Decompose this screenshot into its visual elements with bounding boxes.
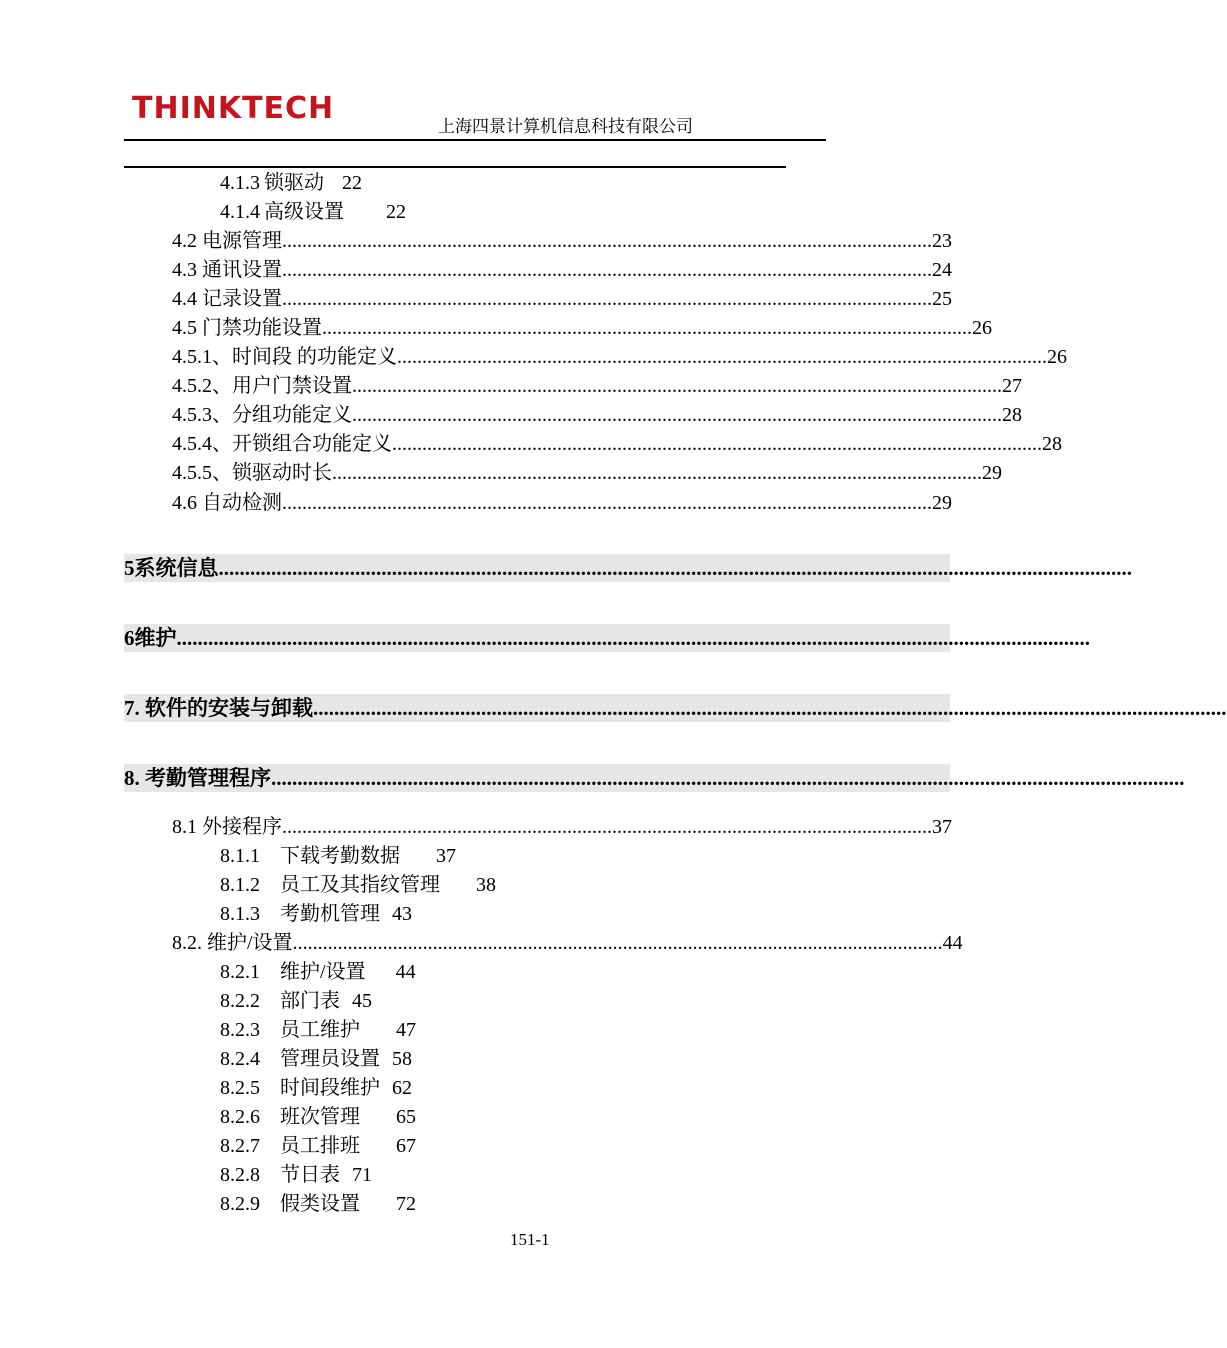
entry-number: 8.2.1 [220,961,260,983]
entry-number: 8.2.2 [220,990,260,1012]
dot-leader: .................................................................................................................................. [282,816,932,838]
toc-chapter[interactable] [124,554,1132,582]
entry-title: 部门表 [280,990,340,1012]
entry-page: 29 [932,492,952,514]
toc-entry[interactable] [220,199,406,225]
toc-entry[interactable] [172,373,1022,399]
toc-entry[interactable] [172,257,952,283]
logo: THINKTECH [132,91,335,126]
toc-entry[interactable] [172,344,1067,370]
entry-number: 8.2.3 [220,1019,260,1041]
entry-page: 37 [436,845,456,867]
entry-number: 8.2.7 [220,1135,260,1157]
toc-entry[interactable] [172,431,1062,457]
entry-title: 高级设置 [264,201,344,223]
entry-title: 假类设置 [280,1193,360,1215]
dot-leader: .................................................................................................................................. [392,433,1042,455]
entry-number: 8.2.8 [220,1164,260,1186]
toc-entry[interactable] [172,814,952,840]
entry-page: 38 [476,874,496,896]
entry-title: 4.5.1、时间段 的功能定义 [172,346,397,368]
entry-page: 71 [352,1164,372,1186]
entry-title: 4.5.4、开锁组合功能定义 [172,433,392,455]
entry-title: 4.5.5、锁驱动时长 [172,462,332,484]
entry-number: 8.2.6 [220,1106,260,1128]
entry-number: 8.1.2 [220,874,260,896]
entry-number: 8.2.4 [220,1048,260,1070]
toc-entry[interactable] [220,1162,372,1188]
entry-number: 4.1.4 [220,201,260,223]
entry-title: 8.1 外接程序 [172,816,282,838]
entry-title: 员工排班 [280,1135,360,1157]
entry-page: 62 [392,1077,412,1099]
entry-page: 22 [342,172,362,194]
dot-leader: .................................................................................................................................. [322,317,972,339]
entry-page: 24 [932,259,952,281]
entry-page: 23 [932,230,952,252]
dot-leader: .................................................................................................................................. [332,462,982,484]
dot-leader: .............................................................................................................................................................................. [271,766,1185,790]
dot-leader: .................................................................................................................................. [282,259,932,281]
toc-entry[interactable] [220,170,362,196]
entry-title: 4.5.2、用户门禁设置 [172,375,352,397]
entry-title: 员工维护 [280,1019,360,1041]
toc-entry[interactable] [220,843,456,869]
toc-entry[interactable] [220,1133,416,1159]
entry-page: 65 [396,1106,416,1128]
entry-page: 22 [386,201,406,223]
entry-number: 4.1.3 [220,172,260,194]
dot-leader: .................................................................................................................................. [352,404,1002,426]
toc-chapter[interactable] [124,624,1090,652]
entry-page: 47 [396,1019,416,1041]
dot-leader: .................................................................................................................................. [292,932,943,954]
dot-leader: .............................................................................................................................................................................. [218,556,1132,580]
toc-entry[interactable] [220,988,372,1014]
toc-entry[interactable] [220,959,416,985]
entry-page: 28 [1042,433,1062,455]
entry-title: 4.4 记录设置 [172,288,282,310]
toc-entry[interactable] [220,1017,416,1043]
entry-number: 8.2.5 [220,1077,260,1099]
dot-leader: .................................................................................................................................. [282,230,932,252]
entry-page: 43 [392,903,412,925]
toc-entry[interactable] [172,930,963,956]
dot-leader: .................................................................................................................................. [352,375,1002,397]
dot-leader: .................................................................................................................................. [282,492,932,514]
chapter-title: 系统信息 [134,556,219,580]
entry-title: 维护/设置 [280,961,366,983]
toc-entry[interactable] [172,286,952,312]
dot-leader: .............................................................................................................................................................................. [176,626,1090,650]
entry-page: 26 [972,317,992,339]
toc-chapter[interactable] [124,764,1185,792]
company-name: 上海四景计算机信息科技有限公司 [438,117,693,136]
entry-page: 29 [982,462,1002,484]
entry-number: 8.1.1 [220,845,260,867]
toc-entry[interactable] [220,1046,412,1072]
chapter-title: 8. 考勤管理程序 [124,766,271,790]
toc-entry[interactable] [220,901,412,927]
chapter-title: 7. 软件的安装与卸载 [124,696,313,720]
entry-title: 时间段维护 [280,1077,380,1099]
toc-chapter[interactable] [124,694,1227,722]
entry-page: 72 [396,1193,416,1215]
toc-entry[interactable] [172,315,992,341]
toc-entry[interactable] [220,1075,412,1101]
entry-page: 45 [352,990,372,1012]
chapter-title: 维护 [134,626,177,650]
page-number: 151-1 [510,1230,550,1249]
entry-title: 4.6 自动检测 [172,492,282,514]
toc-entry[interactable] [220,1191,416,1217]
toc-entry[interactable] [172,402,1022,428]
entry-title: 节日表 [280,1164,340,1186]
entry-title: 8.2. 维护/设置 [172,932,293,954]
entry-title: 4.5 门禁功能设置 [172,317,322,339]
entry-title: 管理员设置 [280,1048,380,1070]
dot-leader: .................................................................................................................................. [282,288,932,310]
entry-title: 4.5.3、分组功能定义 [172,404,352,426]
entry-title: 下载考勤数据 [280,845,400,867]
entry-title: 考勤机管理 [280,903,380,925]
entry-title: 员工及其指纹管理 [280,874,440,896]
entry-page: 37 [932,816,952,838]
dot-leader: .................................................................................................................................. [397,346,1047,368]
entry-title: 4.2 电源管理 [172,230,282,252]
entry-page: 25 [932,288,952,310]
toc-entry[interactable] [172,490,952,516]
chapter-number: 5 [124,556,135,580]
entry-title: 锁驱动 [264,172,324,194]
entry-page: 28 [1002,404,1022,426]
toc-entry[interactable] [220,1104,416,1130]
entry-page: 44 [395,961,416,983]
entry-page: 26 [1047,346,1067,368]
entry-page: 67 [396,1135,416,1157]
entry-title: 4.3 通讯设置 [172,259,282,281]
entry-page: 58 [392,1048,412,1070]
entry-number: 8.2.9 [220,1193,260,1215]
toc-entry[interactable] [172,228,952,254]
chapter-number: 6 [124,626,135,650]
entry-title: 班次管理 [280,1106,360,1128]
entry-page: 44 [942,932,963,954]
dot-leader: .............................................................................................................................................................................. [313,696,1227,720]
toc-entry[interactable] [172,460,1002,486]
entry-number: 8.1.3 [220,903,260,925]
toc-entry[interactable] [220,872,496,898]
entry-page: 27 [1002,375,1022,397]
